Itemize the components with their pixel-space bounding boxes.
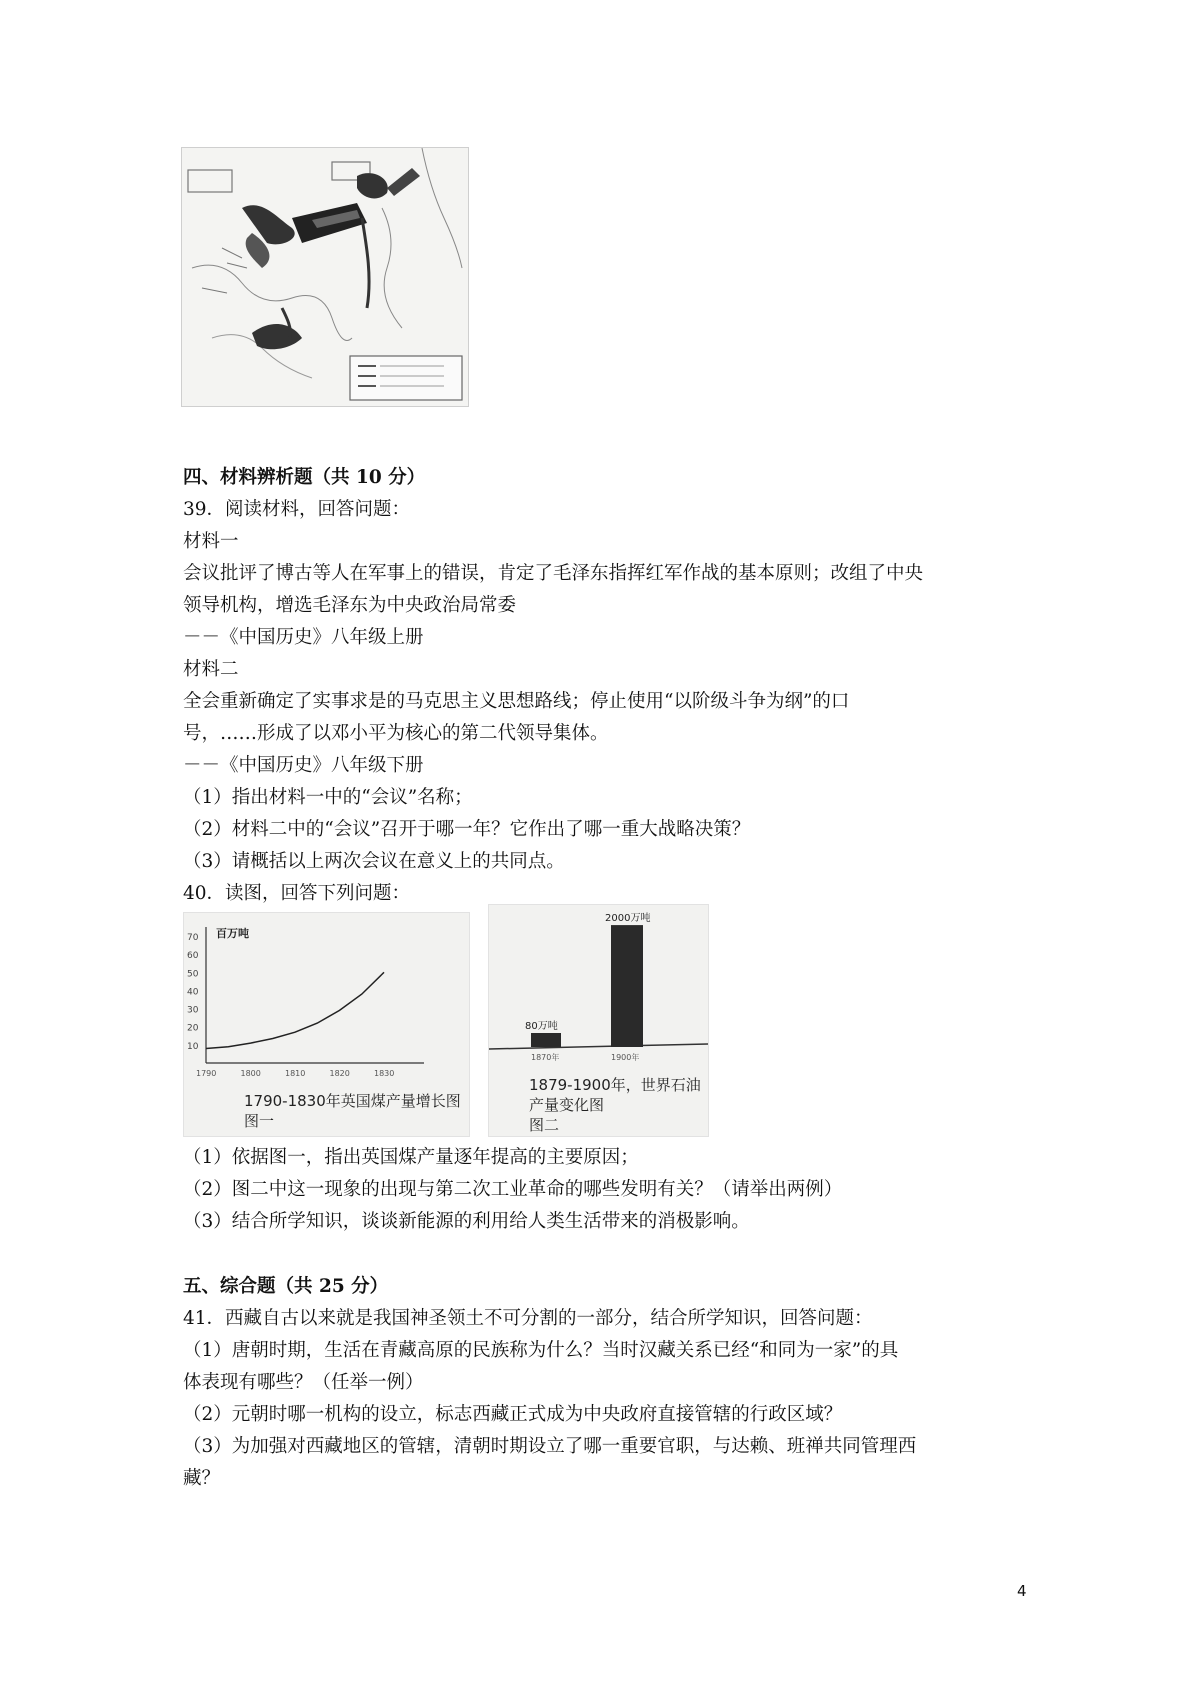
coal-chart-y-tick: 10: [187, 1041, 199, 1052]
oil-chart-category-label: 1900年: [611, 1053, 640, 1062]
q40-sub-3: （3）结合所学知识，谈谈新能源的利用给人类生活带来的消极影响。: [183, 1211, 750, 1232]
oil-output-chart: [488, 904, 709, 1137]
coal-chart-series-line: [206, 972, 384, 1048]
coal-chart-y-tick: 70: [187, 933, 199, 944]
coal-chart-y-tick: 60: [187, 951, 199, 962]
coal-chart-subtitle: 图一: [244, 1112, 275, 1130]
coal-chart-x-tick: 1800: [240, 1069, 261, 1078]
q40-sub-2: （2）图二中这一现象的出现与第二次工业革命的哪些发明有关？（请举出两例）: [183, 1179, 843, 1200]
oil-chart-category-label: 1870年: [531, 1053, 560, 1062]
oil-chart-bar: [531, 1033, 561, 1047]
q41-sub-1-line-2: 体表现有哪些？（任举一例）: [183, 1372, 424, 1393]
q39-material-2-line-2: 号，……形成了以邓小平为核心的第二代领导集体。: [183, 723, 609, 744]
q40-sub-1: （1）依据图一，指出英国煤产量逐年提高的主要原因；: [183, 1147, 639, 1168]
exam-content: [183, 462, 1043, 1495]
q39-material-1-source: －－《中国历史》八年级上册: [183, 627, 424, 648]
page-number: 4: [1017, 1582, 1027, 1600]
q40-prompt: 40．读图，回答下列问题：: [183, 883, 411, 904]
q41-sub-1-line-1: （1）唐朝时期，生活在青藏高原的民族称为什么？当时汉藏关系已经“和同为一家”的具: [183, 1340, 899, 1361]
coal-chart-x-tick: 1820: [329, 1069, 350, 1078]
coal-chart-title: 1790-1830年英国煤产量增长图: [244, 1092, 461, 1110]
section-5-title: 五、综合题（共 25 分）: [183, 1276, 389, 1297]
q41-sub-3-line-1: （3）为加强对西藏地区的管辖，清朝时期设立了哪一重要官职，与达赖、班禅共同管理西: [183, 1436, 917, 1457]
coal-chart-x-tick: 1830: [374, 1069, 395, 1078]
q39-material-1-line-2: 领导机构，增选毛泽东为中央政治局常委: [183, 595, 517, 616]
oil-chart-subtitle: 图二: [529, 1116, 560, 1134]
coal-chart-y-tick: 50: [187, 969, 199, 980]
coal-chart-y-label: 百万吨: [216, 927, 249, 940]
q39-sub-3: （3）请概括以上两次会议在意义上的共同点。: [183, 851, 565, 872]
q39-sub-2: （2）材料二中的“会议”召开于哪一年？它作出了哪一重大战略决策？: [183, 819, 751, 840]
section-4-title: 四、材料辨析题（共 10 分）: [183, 467, 426, 488]
q39-material-2-label: 材料二: [183, 659, 239, 680]
oil-chart-baseline: [489, 1044, 708, 1049]
q41-prompt: 41．西藏自古以来就是我国神圣领土不可分割的一部分，结合所学知识，回答问题：: [183, 1308, 873, 1329]
oil-chart-data-label: 80万吨: [525, 1021, 558, 1032]
q40-charts: [183, 912, 1043, 1136]
q39-material-1-label: 材料一: [183, 531, 239, 552]
historical-map-figure: [181, 147, 469, 407]
q39-material-2-source: －－《中国历史》八年级下册: [183, 755, 424, 776]
coal-chart-x-tick: 1810: [285, 1069, 306, 1078]
q39-material-1-line-1: 会议批评了博古等人在军事上的错误，肯定了毛泽东指挥红军作战的基本原则；改组了中央: [183, 563, 924, 584]
coal-chart-y-tick: 40: [187, 987, 199, 998]
q41-sub-2: （2）元朝时哪一机构的设立，标志西藏正式成为中央政府直接管辖的行政区域？: [183, 1404, 843, 1425]
coal-chart-x-tick: 1790: [196, 1069, 217, 1078]
q39-prompt: 39．阅读材料，回答问题：: [183, 499, 411, 520]
oil-chart-bar: [611, 925, 643, 1047]
map-drawing: [182, 148, 468, 406]
oil-chart-data-label: 2000万吨: [605, 913, 651, 925]
coal-chart-y-tick: 20: [187, 1023, 199, 1034]
q39-sub-1: （1）指出材料一中的“会议”名称；: [183, 787, 473, 808]
coal-output-chart: [183, 912, 470, 1137]
oil-chart-title: 1879-1900年，世界石油产量变化图: [529, 1076, 701, 1114]
q41-sub-3-line-2: 藏？: [183, 1468, 221, 1489]
q39-material-2-line-1: 全会重新确定了实事求是的马克思主义思想路线；停止使用“以阶级斗争为纲”的口: [183, 691, 850, 712]
coal-chart-y-tick: 30: [187, 1005, 199, 1016]
